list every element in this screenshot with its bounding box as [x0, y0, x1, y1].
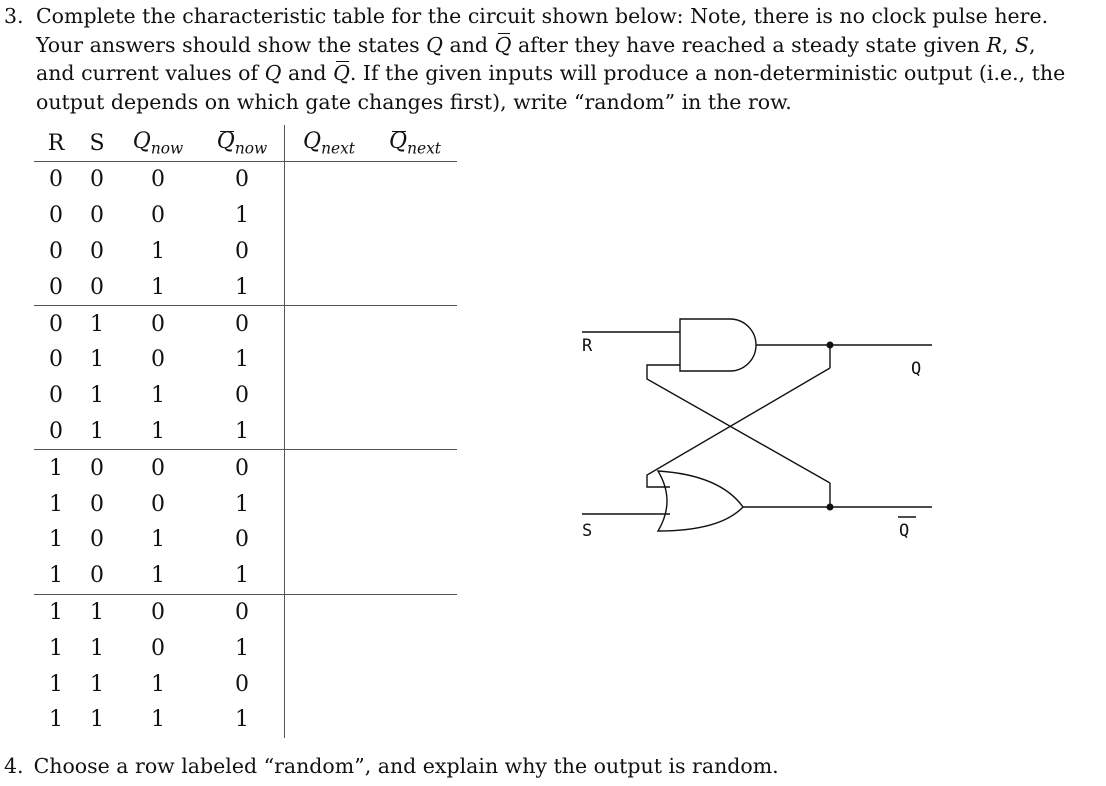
cell-s: 0	[78, 558, 116, 594]
cell-qbar-now: 1	[200, 414, 285, 450]
cell-q-now: 0	[151, 311, 165, 337]
cell-qbar-now: 1	[200, 342, 285, 378]
cell-qbar-next	[373, 306, 457, 342]
cell-s: 0	[90, 455, 104, 481]
cell-qbar-next	[373, 558, 457, 594]
cell-s: 0	[90, 527, 104, 553]
label-qbar: Q	[899, 521, 910, 541]
cell-q-now: 0	[151, 455, 165, 481]
cell-q-next	[285, 269, 374, 305]
header-r: R	[34, 125, 78, 162]
cell-s: 1	[90, 599, 104, 625]
wire-and-feedback	[647, 365, 830, 483]
cell-r: 0	[49, 383, 63, 409]
cell-qbar-next	[373, 486, 457, 522]
cell-qbar-now: 1	[200, 486, 285, 522]
cell-q-now: 0	[151, 167, 165, 193]
cell-r: 1	[49, 455, 63, 481]
cell-q-next	[285, 522, 374, 558]
table-row	[34, 234, 457, 270]
cell-q-next	[285, 414, 374, 450]
header-qbar-now: $Q_{now}$	[200, 125, 285, 162]
label-r: R	[582, 336, 593, 356]
cell-qbar-next	[373, 702, 457, 738]
cell-qbar-next	[373, 234, 457, 270]
table-row	[34, 450, 457, 486]
junction-q	[827, 342, 834, 349]
table-row	[34, 630, 457, 666]
label-s: S	[582, 521, 593, 541]
cell-r: 1	[49, 635, 63, 661]
cell-qbar-now: 0	[200, 522, 285, 558]
cell-qbar-now: 0	[200, 450, 285, 486]
cell-qbar-now: 0	[200, 666, 285, 702]
cell-qbar-now: 0	[200, 306, 285, 342]
cell-qbar-now: 1	[200, 702, 285, 738]
cell-r: 1	[49, 491, 63, 517]
cell-s: 1	[90, 311, 104, 337]
cell-s: 1	[90, 383, 104, 409]
cell-s: 1	[90, 635, 104, 661]
table-row	[34, 594, 457, 630]
table-row	[34, 306, 457, 342]
junction-qbar	[827, 504, 834, 511]
var-r: R	[986, 32, 1002, 57]
question-3-line-1: Complete the characteristic table for the circuit shown below: Note, there is no clock pulse here.	[36, 4, 1049, 28]
cell-q-next	[285, 594, 374, 630]
header-q-next: $Q_{next}$	[285, 125, 374, 162]
cell-qbar-next	[373, 522, 457, 558]
question-4-number: 4.	[4, 754, 24, 778]
cell-s: 0	[90, 203, 104, 229]
table-row	[34, 414, 457, 450]
cell-s: 0	[90, 238, 104, 264]
cell-r: 1	[49, 671, 63, 697]
cell-q-now: 1	[116, 414, 200, 450]
cell-qbar-next	[373, 630, 457, 666]
cell-s: 1	[90, 707, 104, 733]
cell-q-next	[285, 306, 374, 342]
table-row	[34, 198, 457, 234]
cell-qbar-next	[373, 198, 457, 234]
cell-r: 0	[34, 269, 78, 305]
cell-q-next	[285, 666, 374, 702]
cell-q-now: 1	[151, 383, 165, 409]
cell-r: 1	[49, 707, 63, 733]
table-row	[34, 666, 457, 702]
and-gate	[680, 319, 756, 371]
cell-q-now: 0	[151, 491, 165, 517]
table-row	[34, 342, 457, 378]
cell-s: 1	[90, 347, 104, 373]
cell-q-next	[285, 198, 374, 234]
cell-r: 0	[34, 414, 78, 450]
sr-latch-circuit	[570, 305, 940, 545]
cell-qbar-next	[373, 162, 457, 198]
cell-q-next	[285, 486, 374, 522]
cell-qbar-next	[373, 594, 457, 630]
table-row	[34, 162, 457, 198]
cell-qbar-next	[373, 666, 457, 702]
cell-r: 0	[49, 347, 63, 373]
cell-q-next	[285, 162, 374, 198]
question-3-line-2: Your answers should show the states Q and Q after they have reached a steady state given R, S,	[36, 31, 1100, 60]
var-q-bar: Q	[495, 31, 512, 60]
cell-qbar-next	[373, 414, 457, 450]
table-row	[34, 558, 457, 594]
header-s: S	[78, 125, 116, 162]
cell-qbar-now: 0	[200, 594, 285, 630]
cell-s: 0	[78, 269, 116, 305]
cell-qbar-next	[373, 269, 457, 305]
cell-q-now: 1	[151, 238, 165, 264]
cell-qbar-now: 1	[200, 198, 285, 234]
cell-r: 0	[49, 311, 63, 337]
cell-q-now: 1	[151, 671, 165, 697]
cell-r: 0	[49, 238, 63, 264]
cell-s: 1	[78, 414, 116, 450]
question-3-number: 3.	[4, 4, 24, 28]
question-3	[4, 2, 1100, 116]
table-row	[34, 378, 457, 414]
cell-qbar-next	[373, 342, 457, 378]
cell-qbar-now: 1	[200, 269, 285, 305]
question-3-text	[36, 2, 1100, 116]
or-gate	[658, 471, 743, 531]
cell-s: 1	[90, 671, 104, 697]
cell-r: 1	[49, 527, 63, 553]
cell-s: 0	[90, 167, 104, 193]
header-q-now: $Q_{now}$	[116, 125, 200, 162]
wire-or-feedback	[647, 368, 830, 487]
cell-q-next	[285, 378, 374, 414]
cell-r: 0	[49, 203, 63, 229]
cell-q-now: 0	[151, 347, 165, 373]
cell-q-next	[285, 558, 374, 594]
cell-q-now: 1	[151, 707, 165, 733]
label-q: Q	[911, 359, 922, 379]
table-row	[34, 486, 457, 522]
cell-q-next	[285, 342, 374, 378]
cell-q-now: 0	[151, 203, 165, 229]
header-qbar-next: $Q_{next}$	[373, 125, 457, 162]
cell-qbar-now: 1	[200, 630, 285, 666]
cell-q-now: 1	[116, 558, 200, 594]
var-q: Q	[426, 32, 443, 57]
table-row	[34, 702, 457, 738]
cell-q-next	[285, 630, 374, 666]
cell-r: 1	[49, 599, 63, 625]
cell-s: 0	[90, 491, 104, 517]
cell-q-now: 0	[151, 599, 165, 625]
cell-q-now: 0	[151, 635, 165, 661]
cell-qbar-now: 0	[200, 162, 285, 198]
cell-r: 0	[49, 167, 63, 193]
var-s: S	[1014, 32, 1029, 57]
characteristic-table	[34, 125, 457, 738]
cell-qbar-now: 1	[200, 558, 285, 594]
cell-qbar-next	[373, 378, 457, 414]
cell-q-next	[285, 702, 374, 738]
cell-qbar-now: 0	[200, 378, 285, 414]
cell-qbar-next	[373, 450, 457, 486]
cell-q-next	[285, 234, 374, 270]
table-row	[34, 269, 457, 305]
cell-qbar-now: 0	[200, 234, 285, 270]
cell-q-now: 1	[151, 527, 165, 553]
question-4-text: Choose a row labeled “random”, and explain why the output is random.	[33, 754, 779, 778]
table-header-row	[34, 125, 457, 162]
table-row	[34, 522, 457, 558]
question-3-line-4: output depends on which gate changes first), write “random” in the row.	[36, 89, 792, 114]
question-4	[4, 752, 779, 780]
question-3-line-3: and current values of Q and Q. If the given inputs will produce a non-deterministic output (i.e., the	[36, 59, 1100, 88]
cell-q-next	[285, 450, 374, 486]
table-body	[34, 162, 457, 738]
cell-r: 1	[34, 558, 78, 594]
cell-q-now: 1	[116, 269, 200, 305]
